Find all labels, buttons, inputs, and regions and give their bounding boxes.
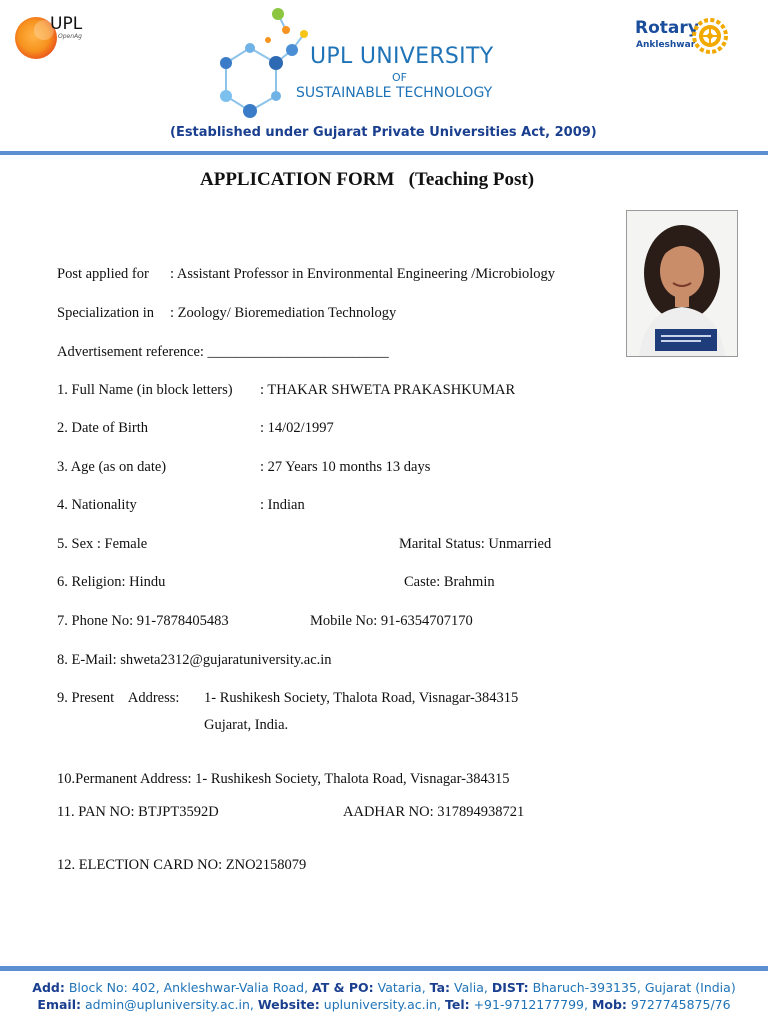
age-label: 3. Age (as on date) — [57, 459, 167, 475]
present-address-label: 9. Present Address: — [57, 690, 180, 706]
post-applied-value: : Assistant Professor in Environmental Engineering /Microbiology — [170, 266, 556, 282]
religion-field: 6. Religion: Hindu — [57, 574, 166, 590]
election-card-field: 12. ELECTION CARD NO: ZNO2158079 — [57, 857, 307, 873]
caste-field: Caste: Brahmin — [404, 574, 495, 590]
molecule-icon — [212, 6, 312, 122]
specialization-value: : Zoology/ Bioremediation Technology — [170, 305, 397, 321]
aadhar-field: AADHAR NO: 317894938721 — [343, 804, 525, 820]
rotary-logo-text: Rotary — [635, 18, 699, 38]
mobile-field: Mobile No: 91-6354707170 — [310, 613, 473, 629]
footer-atpo-label: AT & PO: — [312, 980, 374, 995]
rotary-wheel-icon — [692, 16, 728, 54]
post-applied-label: Post applied for — [57, 266, 149, 282]
specialization-label: Specialization in — [57, 305, 155, 321]
full-name-label: 1. Full Name (in block letters) — [57, 382, 233, 398]
full-name-value: : THAKAR SHWETA PRAKASHKUMAR — [260, 382, 516, 398]
rotary-logo-sub: Ankleshwar — [636, 40, 696, 50]
applicant-photo — [626, 210, 738, 357]
footer-dist-text: Bharuch-393135, Gujarat (India) — [528, 980, 736, 995]
permanent-address-field: 10.Permanent Address: 1- Rushikesh Society, Thalota Road, Visnagar-384315 — [57, 771, 510, 787]
university-of: OF — [392, 71, 407, 84]
university-name: UPL UNIVERSITY — [310, 44, 494, 69]
dob-value: : 14/02/1997 — [260, 420, 334, 436]
footer-email-text[interactable]: admin@upluniversity.ac.in, — [81, 997, 258, 1012]
footer-contact-line — [0, 997, 768, 1012]
footer-ta-label: Ta: — [429, 980, 451, 995]
footer-web-text[interactable]: upluniversity.ac.in, — [319, 997, 445, 1012]
sex-field: 5. Sex : Female — [57, 536, 148, 552]
marital-status-field: Marital Status: Unmarried — [399, 536, 552, 552]
email-field: 8. E-Mail: shweta2312@gujaratuniversity.ac.in — [57, 652, 332, 668]
nationality-label: 4. Nationality — [57, 497, 137, 513]
dob-label: 2. Date of Birth — [57, 420, 149, 436]
established-text: (Established under Gujarat Private Universities Act, 2009) — [170, 125, 597, 140]
phone-field: 7. Phone No: 91-7878405483 — [57, 613, 229, 629]
nationality-value: : Indian — [260, 497, 305, 513]
footer-mob-text: 9727745875/76 — [626, 997, 731, 1012]
footer-ta-text: Valia, — [450, 980, 492, 995]
university-molecule-logo — [212, 6, 312, 122]
footer-tel-label: Tel: — [444, 997, 470, 1012]
footer-email-label: Email: — [37, 997, 81, 1012]
age-value: : 27 Years 10 months 13 days — [260, 459, 431, 475]
footer-mob-label: Mob: — [591, 997, 627, 1012]
upl-logo — [14, 12, 94, 62]
applicant-photo-image — [627, 211, 737, 356]
footer-web-label: Website: — [257, 997, 320, 1012]
footer-dist-label: DIST: — [491, 980, 529, 995]
advertisement-reference: Advertisement reference: _________________________ — [57, 344, 389, 360]
form-title: APPLICATION FORM (Teaching Post) — [200, 169, 535, 190]
footer-add-text: Block No: 402, Ankleshwar-Valia Road, — [64, 980, 313, 995]
present-address-line1: 1- Rushikesh Society, Thalota Road, Visnagar-384315 — [204, 690, 519, 706]
footer-atpo-text: Vataria, — [373, 980, 430, 995]
header-divider — [0, 151, 768, 155]
footer-divider — [0, 966, 768, 971]
university-subtitle: SUSTAINABLE TECHNOLOGY — [296, 85, 493, 101]
footer-add-label: Add: — [32, 980, 65, 995]
present-address-line2: Gujarat, India. — [204, 717, 289, 733]
footer-address-line — [0, 980, 768, 995]
footer-tel-text: +91-9712177799, — [469, 997, 592, 1012]
upl-logo-tag: OpenAg — [58, 33, 82, 40]
upl-logo-text: UPL — [50, 14, 83, 34]
rotary-logo — [634, 16, 734, 60]
pan-field: 11. PAN NO: BTJPT3592D — [57, 804, 219, 820]
